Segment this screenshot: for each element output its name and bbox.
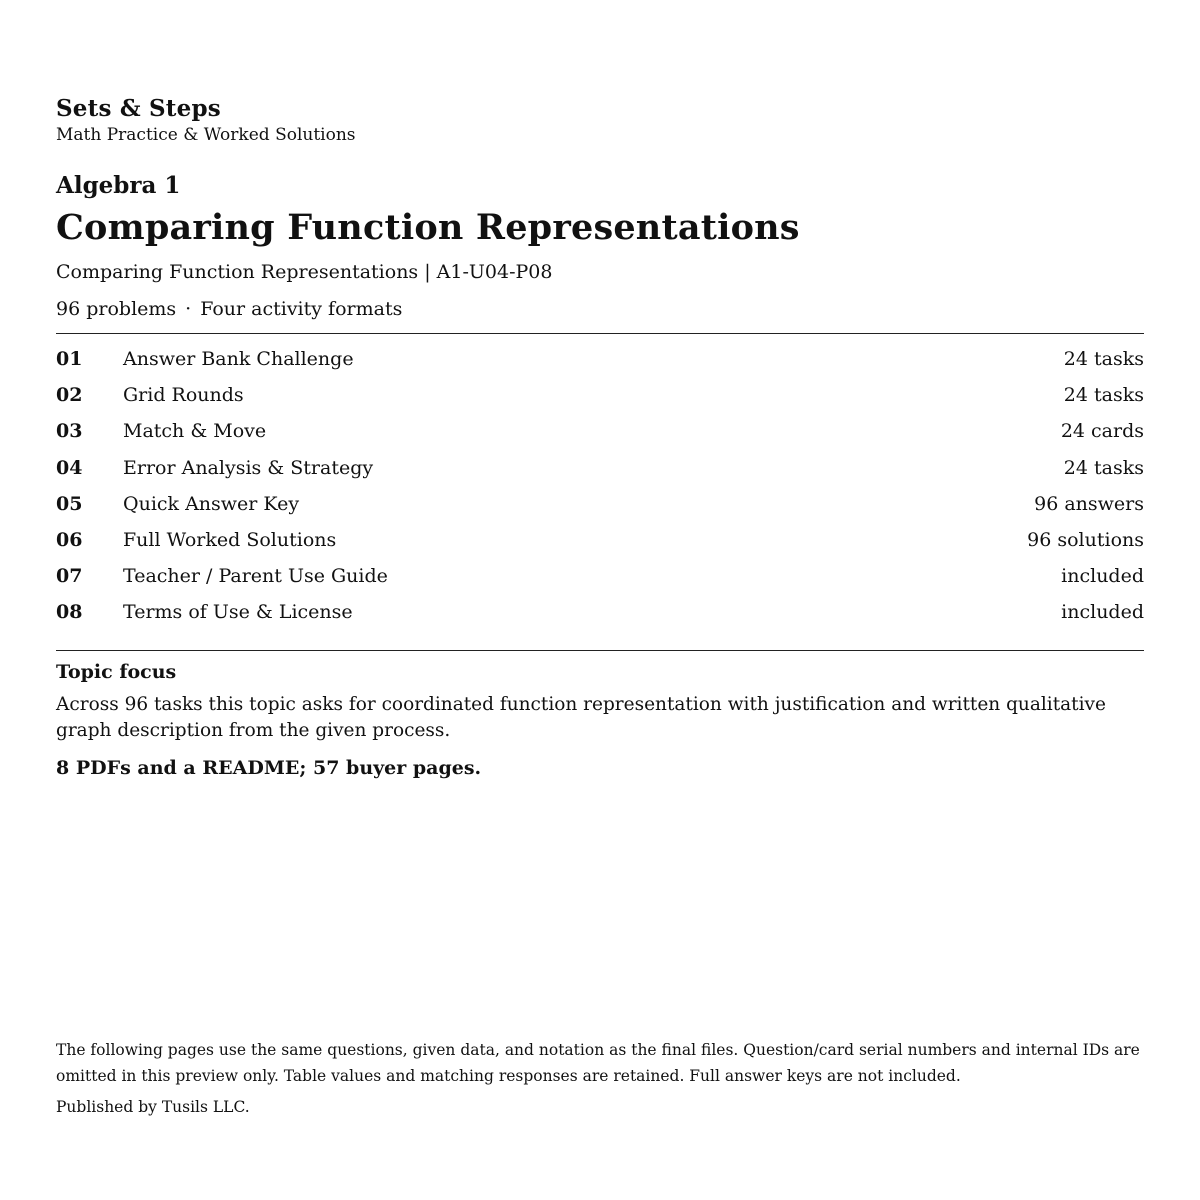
brand-tagline: Math Practice & Worked Solutions (56, 125, 356, 145)
item-number: 06 (56, 529, 83, 552)
contents-item (56, 594, 1144, 630)
item-count: included (1061, 565, 1144, 588)
meta-line (56, 296, 402, 322)
item-count: 24 tasks (1063, 384, 1144, 407)
item-number: 02 (56, 384, 83, 407)
divider-top (56, 333, 1144, 334)
item-label: Teacher / Parent Use Guide (123, 565, 388, 588)
item-label: Error Analysis & Strategy (123, 456, 374, 479)
contents-list (56, 341, 1144, 631)
meta-separator: · (185, 298, 192, 320)
item-count: 24 cards (1060, 420, 1144, 443)
course-name: Algebra 1 (56, 172, 181, 199)
item-label: Full Worked Solutions (123, 529, 337, 552)
item-label: Grid Rounds (123, 384, 244, 407)
item-number: 04 (56, 456, 83, 479)
item-count: 24 tasks (1063, 348, 1144, 371)
item-number: 07 (56, 565, 83, 588)
item-number: 01 (56, 348, 83, 371)
publisher-line: Published by Tusils LLC. (56, 1098, 250, 1116)
item-label: Terms of Use & License (123, 601, 353, 624)
contents-item (56, 486, 1144, 522)
item-number: 08 (56, 601, 83, 624)
contents-item (56, 558, 1144, 594)
contents-item (56, 341, 1144, 377)
preview-page (56, 0, 1144, 1200)
topic-focus-text: Across 96 tasks this topic asks for coordinated function representation with justification and written qualitative graph description from the given process. (56, 694, 1106, 741)
contents-item (56, 450, 1144, 486)
page-title: Comparing Function Representations (56, 207, 800, 248)
item-label: Answer Bank Challenge (123, 348, 354, 371)
item-count: 96 solutions (1027, 529, 1144, 552)
topic-focus-heading: Topic focus (56, 661, 177, 683)
item-count: included (1061, 601, 1144, 624)
item-number: 05 (56, 492, 83, 515)
format-count: Four activity formats (200, 298, 403, 320)
brand-name: Sets & Steps (56, 95, 221, 122)
contents-item (56, 413, 1144, 449)
page-subtitle: Comparing Function Representations | A1-U04-P08 (56, 261, 553, 283)
footer (56, 1037, 1144, 1118)
file-summary: 8 PDFs and a README; 57 buyer pages. (56, 757, 482, 779)
item-count: 96 answers (1034, 492, 1144, 515)
contents-item (56, 377, 1144, 413)
brand-block (56, 95, 356, 146)
preview-note: The following pages use the same questions, given data, and notation as the final files. Question/card serial numbers and internal IDs are omitted in this preview only. Table values and matching responses are retained. Full answer keys are not included. (56, 1041, 1140, 1085)
item-number: 03 (56, 420, 83, 443)
item-label: Quick Answer Key (123, 492, 300, 515)
topic-focus-section (56, 659, 1144, 781)
problem-count: 96 problems (56, 298, 177, 320)
item-label: Match & Move (123, 420, 267, 443)
item-count: 24 tasks (1063, 456, 1144, 479)
divider-bottom (56, 650, 1144, 651)
contents-item (56, 522, 1144, 558)
